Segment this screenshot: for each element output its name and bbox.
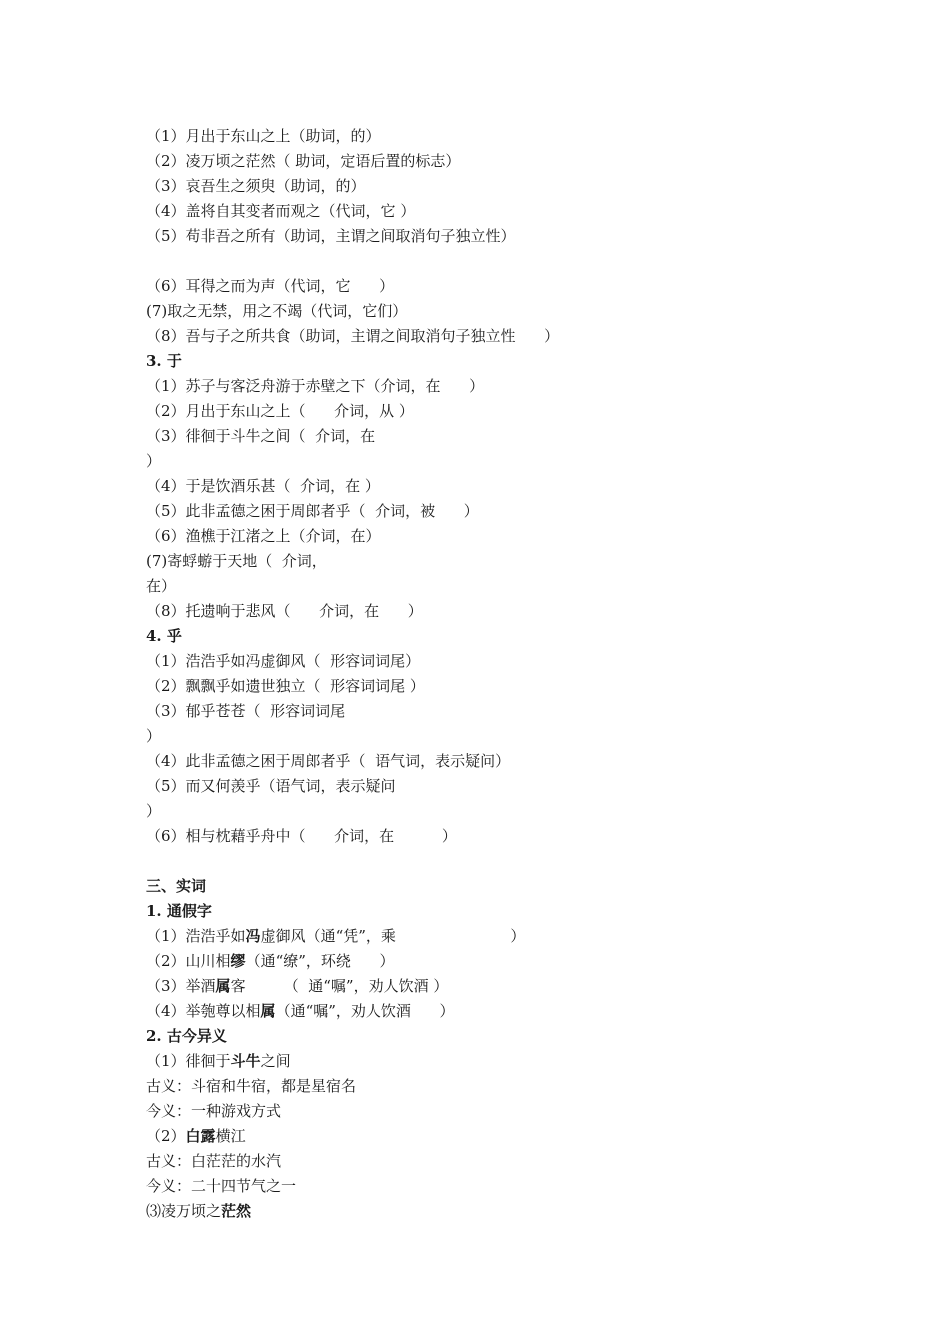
section-heading-hu: 4. 乎 [146, 627, 182, 645]
tongjia-item [146, 924, 846, 949]
text-line: （1）苏子与客泛舟游于赤壁之下（介词，在 ） [146, 377, 485, 395]
text-line: （5）此非孟德之困于周郎者乎（ 介词，被 ） [146, 502, 479, 520]
bold-char: 属 [260, 1002, 276, 1020]
subsection-heading-tongjia: 1. 通假字 [146, 902, 212, 920]
text-line: ） [146, 802, 162, 820]
text-line: （2）月出于东山之上（ 介词，从 ） [146, 402, 414, 420]
text-run: 之间 [260, 1052, 291, 1070]
bold-word: 白露 [185, 1127, 216, 1145]
text-run: 客 （ 通“嘱”，劝人饮酒 ） [230, 977, 449, 995]
text-run: （通“嘱”，劝人饮酒 ） [275, 1002, 455, 1020]
tongjia-item [146, 999, 846, 1024]
text-line: （1）月出于东山之上（助词，的） [146, 127, 381, 145]
text-line: （4）盖将自其变者而观之（代词，它 ） [146, 202, 416, 220]
text-run: （1）浩浩乎如 [146, 927, 246, 945]
ancient-meaning: 古义：斗宿和牛宿，都是星宿名 [146, 1077, 357, 1095]
text-line: ） [146, 452, 162, 470]
text-run: （1）徘徊于 [146, 1052, 231, 1070]
text-run: （2） [146, 1127, 186, 1145]
text-line: （6）相与枕藉乎舟中（ 介词，在 ） [146, 827, 457, 845]
text-line: （6）耳得之而为声（代词，它 ） [146, 277, 395, 295]
subsection-heading-gujin: 2. 古今异义 [146, 1027, 227, 1045]
text-line: （3）郁乎苍苍（ 形容词词尾 [146, 702, 346, 720]
text-line: ） [146, 727, 162, 745]
text-line: (7)取之无禁，用之不竭（代词，它们） [146, 302, 408, 320]
blank-line [146, 249, 846, 274]
bold-word: 斗牛 [230, 1052, 261, 1070]
text-run: 虚御风（通“凭”，乘 ） [260, 927, 526, 945]
text-run: ⑶凌万顷之 [146, 1202, 222, 1220]
text-line: （8）托遗响于悲风（ 介词，在 ） [146, 602, 423, 620]
text-line: （2）飘飘乎如遗世独立（ 形容词词尾 ） [146, 677, 425, 695]
text-line: 在） [146, 577, 177, 595]
text-line: （6）渔樵于江渚之上（介词，在） [146, 527, 381, 545]
text-line: （4）于是饮酒乐甚（ 介词，在 ） [146, 477, 380, 495]
text-line: （8）吾与子之所共食（助词，主谓之间取消句子独立性 ） [146, 327, 560, 345]
text-run: （2）山川相 [146, 952, 231, 970]
text-line: （5）苟非吾之所有（助词，主谓之间取消句子独立性） [146, 227, 516, 245]
modern-meaning: 今义：二十四节气之一 [146, 1177, 297, 1195]
gujin-item [146, 1124, 846, 1149]
modern-meaning: 今义：一种游戏方式 [146, 1102, 282, 1120]
bold-word: 茫然 [221, 1202, 252, 1220]
bold-char: 缪 [230, 952, 246, 970]
tongjia-item [146, 949, 846, 974]
text-line: (7)寄蜉蝣于天地（ 介词， [146, 552, 327, 570]
text-run: （4）举匏尊以相 [146, 1002, 261, 1020]
text-line: （5）而又何羡乎（语气词，表示疑问 [146, 777, 396, 795]
text-line: （3）徘徊于斗牛之间（ 介词，在 [146, 427, 376, 445]
ancient-meaning: 古义：白茫茫的水汽 [146, 1152, 282, 1170]
blank-line [146, 849, 846, 874]
text-run: （3）举酒 [146, 977, 216, 995]
gujin-item [146, 1049, 846, 1074]
text-run: 横江 [215, 1127, 246, 1145]
tongjia-item [146, 974, 846, 999]
text-run: （通“缭”，环绕 ） [245, 952, 395, 970]
text-line: （1）浩浩乎如冯虚御风（ 形容词词尾） [146, 652, 421, 670]
document-body [146, 124, 846, 1224]
bold-char: 属 [215, 977, 231, 995]
section-heading-shici: 三、实词 [146, 877, 207, 895]
text-line: （2）凌万顷之茫然（ 助词，定语后置的标志） [146, 152, 461, 170]
text-line: （4）此非孟德之困于周郎者乎（ 语气词，表示疑问） [146, 752, 511, 770]
text-line: （3）哀吾生之须臾（助词，的） [146, 177, 366, 195]
bold-char: 冯 [245, 927, 261, 945]
section-heading-yu: 3. 于 [146, 352, 182, 370]
gujin-item [146, 1199, 846, 1224]
